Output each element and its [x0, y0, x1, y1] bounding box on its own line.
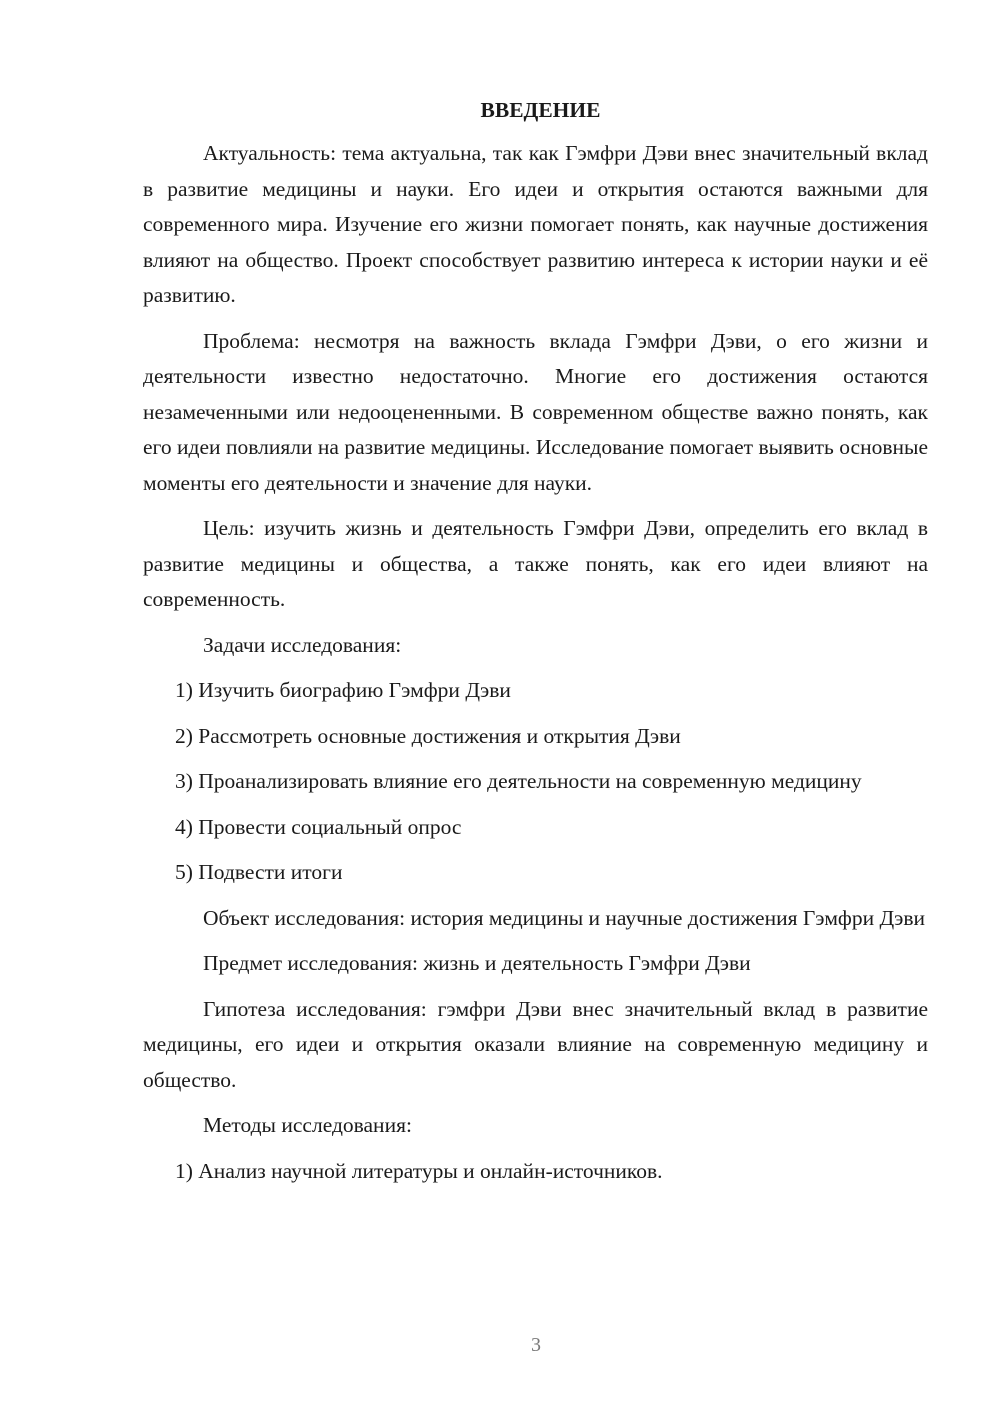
methods-heading: Методы исследования:: [203, 1113, 412, 1137]
goal-paragraph: Цель: изучить жизнь и деятельность Гэмфри Дэви, определить его вклад в развитие медицины и общества, а также понять, как его идеи влияют на современность.: [143, 516, 928, 611]
problem-paragraph: Проблема: несмотря на важность вклада Гэмфри Дэви, о его жизни и деятельности известно недостаточно. Многие его достижения остаются незамеченными или недооцененными. В современном обществе важно понять, как его идеи повлияли на развитие медицины. Исследование помогает выявить основные моменты его деятельности и значение для науки.: [143, 328, 928, 495]
task-item-3: 3) Проанализировать влияние его деятельности на современную медицину: [175, 769, 862, 793]
task-item-1: 1) Изучить биографию Гэмфри Дэви: [175, 678, 511, 702]
method-item-1: 1) Анализ научной литературы и онлайн-источников.: [175, 1158, 663, 1183]
hypothesis-paragraph: Гипотеза исследования: гэмфри Дэви внес значительный вклад в развитие медицины, его идеи и открытия оказали влияние на современную медицину и общество.: [143, 996, 928, 1092]
tasks-heading: Задачи исследования:: [203, 632, 402, 657]
task-item-4: 4) Провести социальный опрос: [175, 814, 462, 839]
task-item-2: 2) Рассмотреть основные достижения и открытия Дэви: [175, 723, 681, 748]
relevance-paragraph: Актуальность: тема актуальна, так как Гэмфри Дэви внес значительный вклад в развитие медицины и науки. Его идеи и открытия остаются важными для современного мира. Изучение его жизни помогает понять, как научные достижения влияют на общество. Проект способствует развитию интереса к истории науки и её развитию.: [143, 141, 928, 307]
section-title: ВВЕДЕНИЕ: [480, 98, 601, 122]
task-item-5: 5) Подвести итоги: [175, 860, 343, 884]
page-number: 3: [531, 1334, 541, 1356]
page-content: [143, 96, 928, 1199]
object-paragraph: Объект исследования: история медицины и научные достижения Гэмфри Дэви: [203, 905, 926, 930]
subject-paragraph: Предмет исследования: жизнь и деятельность Гэмфри Дэви: [203, 951, 751, 975]
